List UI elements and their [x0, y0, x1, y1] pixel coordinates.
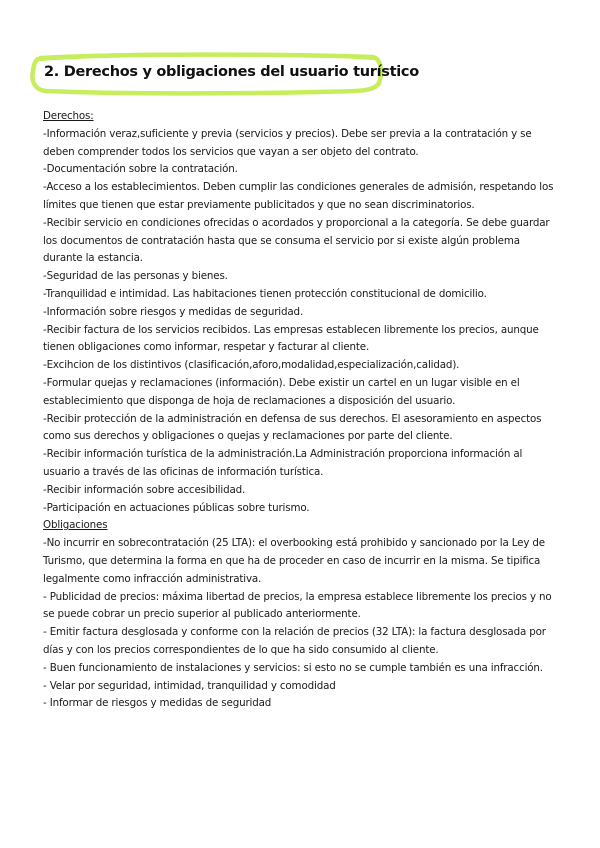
derecho-item: -Tranquilidad e intimidad. Las habitaciones tienen protección constitucional de domicilio. — [43, 287, 487, 300]
derecho-item: -Recibir factura de los servicios recibidos. Las empresas establecen libremente los precios, aunque tienen obligaciones como informar, respetar y facturar al cliente. — [43, 323, 539, 354]
derecho-item: -Recibir información turística de la administración.La Administración proporciona información al usuario a través de las oficinas de información turística. — [43, 448, 523, 478]
derecho-item: -Formular quejas y reclamaciones (información). Debe existir un cartel en un lugar visible en el establecimiento que disponga de hoja de reclamaciones a disposición del usuario. — [43, 376, 520, 407]
derecho-item: -Seguridad de las personas y bienes. — [43, 270, 228, 283]
obligaciones-heading: Obligaciones — [43, 519, 108, 532]
derecho-item: -Recibir servicio en condiciones ofrecidas o acordados y proporcional a la categoría. Se debe guardar los documentos de contratación hasta que se consuma el servicio por si existe algún problema durante la estancia. — [43, 216, 550, 265]
obligacion-item: - Velar por seguridad, intimidad, tranquilidad y comodidad — [43, 679, 336, 692]
obligacion-item: - Emitir factura desglosada y conforme con la relación de precios (32 LTA): la factura desglosada por días y con los precios correspondientes de lo que ha sido consumido al cliente. — [43, 626, 546, 656]
obligacion-item: - Informar de riesgos y medidas de seguridad — [43, 697, 272, 710]
derecho-item: -Participación en actuaciones públicas sobre turismo. — [43, 501, 310, 514]
obligacion-item: - Buen funcionamiento de instalaciones y servicios: si esto no se cumple también es una infracción. — [43, 661, 543, 674]
page-title: 2. Derechos y obligaciones del usuario turístico — [44, 64, 419, 80]
title-highlight — [28, 50, 419, 98]
derecho-item: -Información sobre riesgos y medidas de seguridad. — [43, 305, 304, 318]
derecho-item: -Acceso a los establecimientos. Deben cumplir las condiciones generales de admisión, respetando los límites que tienen que estar previamente publicitados y que no sean discriminatorios. — [43, 181, 554, 211]
obligacion-item: - Publicidad de precios: máxima libertad de precios, la empresa establece libremente los precios y no se puede cobrar un precio superior al publicado anteriormente. — [43, 590, 552, 621]
notes-body — [43, 108, 555, 713]
derecho-item: -Documentación sobre la contratación. — [43, 163, 238, 176]
derecho-item: -Excihcion de los distintivos (clasificación,aforo,modalidad,especialización,calidad). — [43, 359, 460, 372]
derecho-item: -Recibir información sobre accesibilidad. — [43, 483, 246, 496]
derecho-item: -Recibir protección de la administración en defensa de sus derechos. El asesoramiento en aspectos como sus derechos y obligaciones o quejas y reclamaciones por parte del cliente. — [43, 412, 542, 443]
derecho-item: -Información veraz,suficiente y previa (servicios y precios). Debe ser previa a la contratación y se deben comprender todos los servicios que vayan a ser objeto del contrato. — [43, 127, 532, 158]
derechos-heading: Derechos: — [43, 110, 94, 122]
obligacion-item: -No incurrir en sobrecontratación (25 LTA): el overbooking está prohibido y sancionado por la Ley de Turismo, que determina la forma en que ha de proceder en caso de incurrir en la misma. Se tipifica legalmente como infracción administrativa. — [43, 537, 545, 585]
